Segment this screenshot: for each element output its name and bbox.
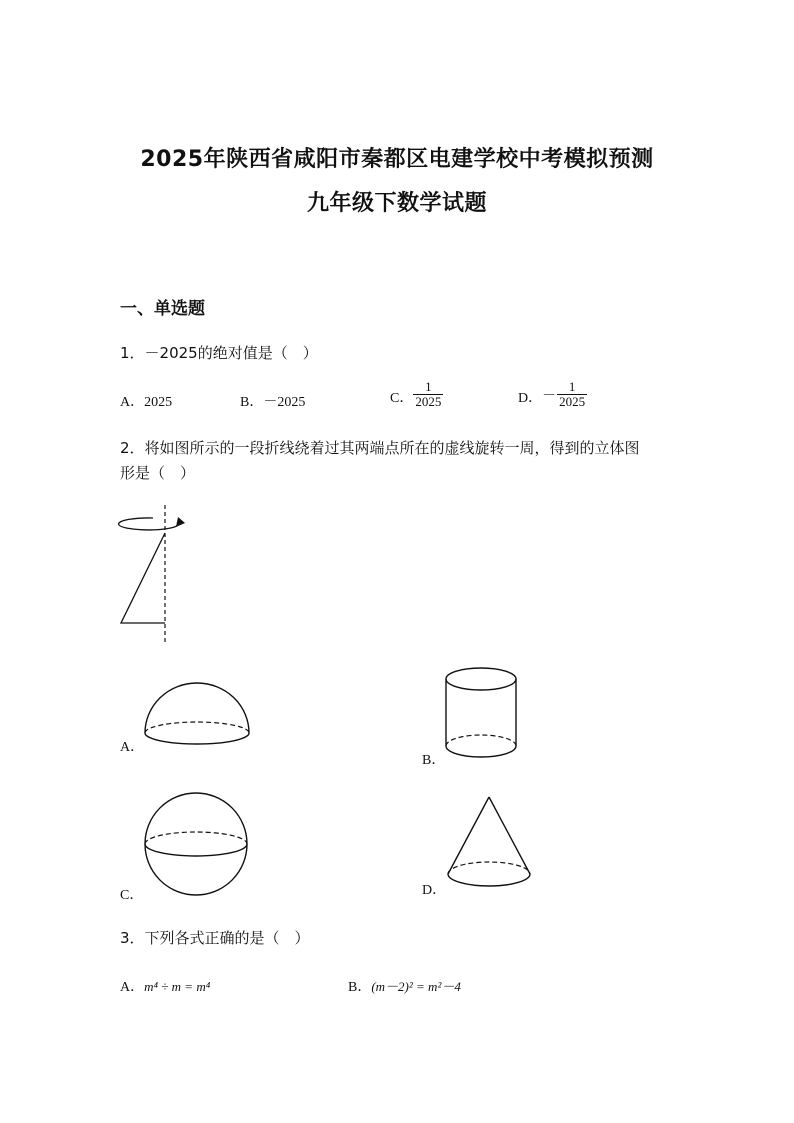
fraction (413, 380, 443, 409)
option-label: B． (348, 980, 372, 995)
option-label: C． (390, 391, 414, 406)
page-title-line1: 2025年陕西省咸阳市秦都区电建学校中考模拟预测 (140, 147, 654, 172)
hemisphere-icon (140, 677, 255, 747)
cylinder-icon (440, 662, 525, 762)
math-expression: m⁴ ÷ m = m⁴ (144, 979, 211, 994)
option-label: D． (518, 391, 543, 406)
q3-option-b[interactable] (348, 976, 461, 996)
question-2-stem-line2: 形是（ ） (120, 464, 196, 482)
option-label: A． (120, 395, 145, 410)
q2-option-a[interactable]: A． (120, 740, 145, 755)
sphere-icon (140, 790, 255, 900)
q2-option-d[interactable]: D． (422, 883, 447, 898)
question-2-stem-line1: 2．将如图所示的一段折线绕着过其两端点所在的虚线旋转一周，得到的立体图 (120, 439, 640, 457)
section-heading: 一、单选题 (120, 299, 205, 319)
q1-option-a[interactable] (120, 391, 172, 411)
option-value: 2025 (144, 395, 173, 410)
fraction-denominator: 2025 (415, 394, 442, 409)
q3-option-a[interactable] (120, 976, 210, 996)
fraction-denominator: 2025 (559, 394, 586, 409)
math-expression: (m－2)² = m²－4 (371, 979, 461, 994)
question-3-stem: 3．下列各式正确的是（ ） (120, 929, 310, 947)
q2-option-b[interactable]: B． (422, 753, 446, 768)
option-value: －2025 (263, 395, 306, 410)
fraction-numerator: 1 (568, 379, 576, 394)
option-label: B． (240, 395, 264, 410)
cone-icon (442, 792, 537, 897)
q2-option-c[interactable]: C． (120, 888, 144, 903)
minus-sign: － (542, 388, 557, 404)
fraction-numerator: 1 (425, 379, 432, 394)
q1-option-c[interactable] (390, 380, 443, 409)
page-title-line2: 九年级下数学试题 (306, 191, 487, 216)
fraction (557, 380, 587, 409)
option-label: A． (120, 980, 145, 995)
q1-option-d[interactable] (518, 380, 587, 409)
q1-option-b[interactable] (240, 391, 305, 411)
question-1-stem: 1．－2025的绝对值是（ ） (120, 344, 318, 362)
rotation-figure-icon (110, 505, 200, 645)
